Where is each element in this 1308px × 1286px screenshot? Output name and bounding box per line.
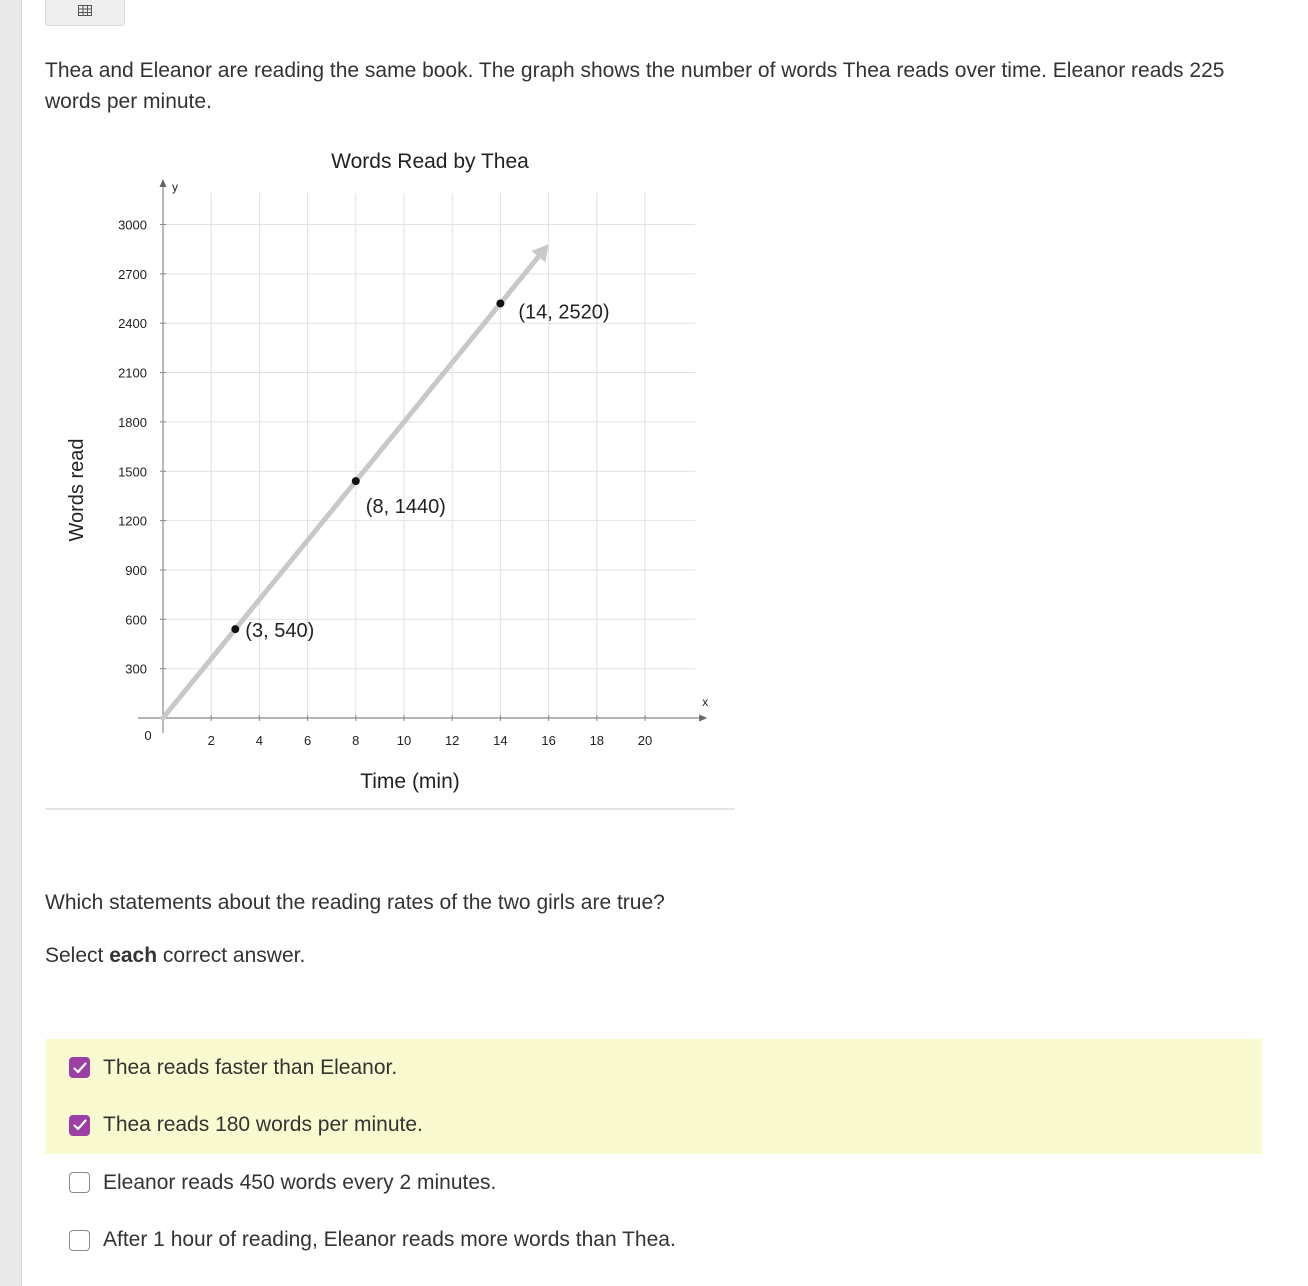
x-tick-label: 6: [303, 733, 312, 748]
y-tick-label: 900: [125, 562, 147, 578]
table-icon: [78, 5, 92, 16]
y-tick-label: 3000: [118, 217, 147, 233]
answer-choice-4[interactable]: [45, 1212, 1262, 1270]
instruction-text: [45, 941, 305, 971]
table-tool-button[interactable]: [45, 0, 125, 26]
answer-choices: [45, 1039, 1262, 1269]
data-point-label: (3, 540): [245, 620, 315, 643]
y-tick-label: 2400: [118, 316, 147, 332]
problem-text: Thea and Eleanor are reading the same book. The graph shows the number of words Thea reads over time. Eleanor reads 225 words per minute.: [45, 59, 1225, 113]
y-tick-label: 2100: [118, 365, 147, 381]
y-tick-label: 1500: [118, 464, 147, 480]
y-tick-label: 1800: [118, 414, 147, 430]
thea-series-line: [163, 257, 538, 718]
checkbox[interactable]: [69, 1057, 90, 1078]
checkmark-icon: [73, 1119, 87, 1131]
checkmark-icon: [73, 1062, 87, 1074]
origin-label: 0: [144, 728, 152, 743]
choice-label: Thea reads faster than Eleanor.: [103, 1055, 398, 1079]
x-axis-letter: x: [702, 695, 709, 709]
instruction-bold: each: [109, 944, 158, 967]
choice-label: Eleanor reads 450 words every 2 minutes.: [103, 1170, 497, 1194]
answer-choice-1[interactable]: [45, 1039, 1262, 1097]
instruction-prefix: Select: [45, 944, 110, 967]
y-axis-label: Words read: [66, 438, 88, 542]
x-tick-label: 14: [493, 733, 508, 748]
answer-choice-3[interactable]: [45, 1154, 1262, 1212]
y-tick-label: 2700: [118, 266, 147, 282]
data-point-label: (8, 1440): [365, 496, 446, 519]
y-tick-label: 300: [125, 661, 147, 677]
data-point: [231, 625, 239, 633]
words-read-chart: [45, 130, 735, 810]
choice-label: After 1 hour of reading, Eleanor reads more words than Thea.: [103, 1228, 676, 1252]
left-rail: [0, 0, 22, 1286]
answer-choice-2[interactable]: [45, 1097, 1262, 1155]
x-tick-label: 2: [207, 733, 215, 748]
checkbox[interactable]: [69, 1230, 90, 1251]
x-tick-label: 10: [396, 733, 412, 748]
checkbox[interactable]: [69, 1115, 90, 1136]
x-tick-label: 20: [637, 733, 653, 748]
y-tick-label: 600: [125, 612, 147, 628]
y-axis-arrow-icon: [160, 179, 167, 187]
x-tick-label: 12: [444, 733, 460, 748]
chart-figure: [45, 130, 735, 810]
chart-title: Words Read by Thea: [331, 150, 529, 173]
data-point-label: (14, 2520): [518, 301, 610, 324]
data-point: [496, 299, 504, 307]
question-text: Which statements about the reading rates of the two girls are true?: [45, 891, 665, 914]
y-tick-label: 1200: [118, 513, 147, 529]
x-tick-label: 4: [255, 733, 264, 748]
instruction-suffix: correct answer.: [157, 944, 306, 967]
checkbox[interactable]: [69, 1172, 90, 1193]
y-axis-letter: y: [172, 180, 178, 195]
x-tick-label: 8: [352, 733, 360, 748]
x-tick-label: 16: [541, 733, 556, 748]
data-point: [352, 477, 360, 485]
x-axis-arrow-icon: [699, 715, 707, 722]
x-axis-label: Time (min): [360, 770, 460, 793]
x-tick-label: 18: [589, 733, 605, 748]
choice-label: Thea reads 180 words per minute.: [103, 1113, 423, 1137]
